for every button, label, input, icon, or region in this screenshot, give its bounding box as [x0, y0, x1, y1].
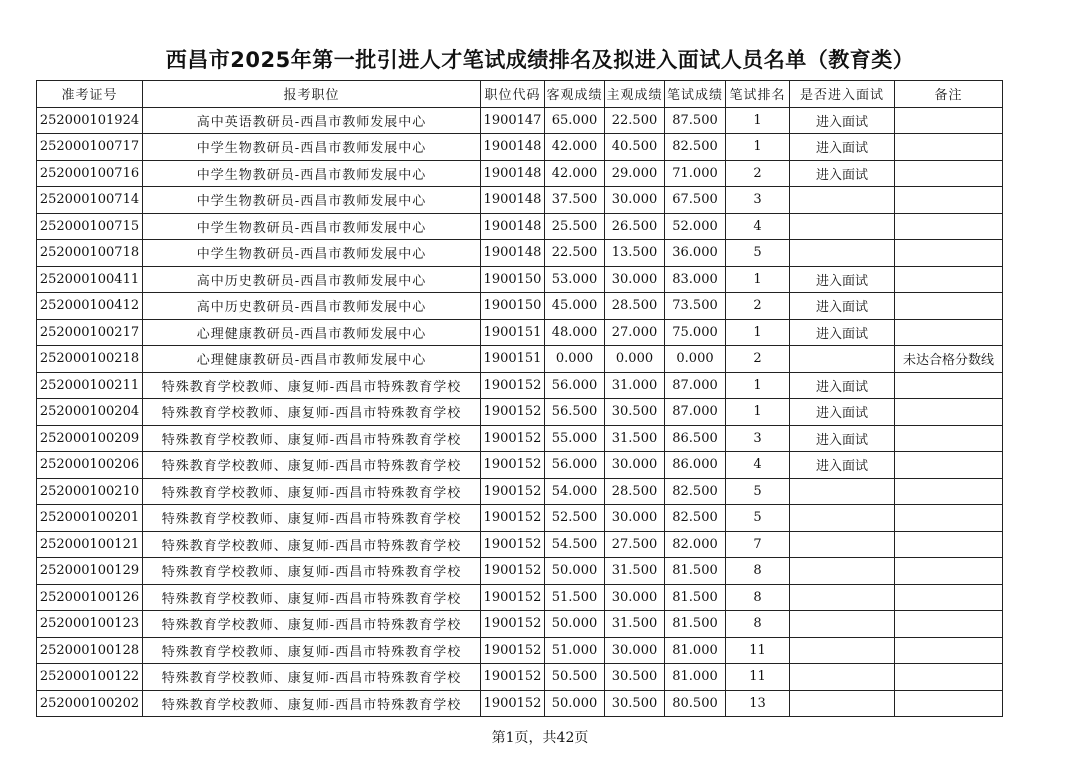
- table-row: [37, 266, 1003, 293]
- position-cell: 特殊教育学校教师、康复师-西昌市特殊教育学校: [143, 372, 481, 399]
- table-row: [37, 611, 1003, 638]
- position-code-cell: 1900148: [481, 240, 545, 267]
- subjective-score-cell: 31.500: [605, 425, 665, 452]
- remark-cell: [895, 134, 1003, 161]
- subjective-score-cell: 30.500: [605, 690, 665, 717]
- written-score-cell: 82.500: [665, 134, 726, 161]
- objective-score-cell: 50.000: [545, 611, 605, 638]
- position-cell: 心理健康教研员-西昌市教师发展中心: [143, 346, 481, 373]
- position-cell: 特殊教育学校教师、康复师-西昌市特殊教育学校: [143, 558, 481, 585]
- remark-cell: 未达合格分数线: [895, 346, 1003, 373]
- subjective-score-cell: 13.500: [605, 240, 665, 267]
- written-score-cell: 81.500: [665, 558, 726, 585]
- exam-number-cell: 252000100211: [37, 372, 143, 399]
- subjective-score-cell: 22.500: [605, 107, 665, 134]
- written-score-cell: 81.500: [665, 611, 726, 638]
- written-rank-cell: 1: [726, 266, 790, 293]
- position-code-cell: 1900152: [481, 664, 545, 691]
- remark-cell: [895, 372, 1003, 399]
- position-cell: 特殊教育学校教师、康复师-西昌市特殊教育学校: [143, 531, 481, 558]
- written-score-cell: 67.500: [665, 187, 726, 214]
- remark-cell: [895, 266, 1003, 293]
- objective-score-cell: 22.500: [545, 240, 605, 267]
- position-code-cell: 1900152: [481, 584, 545, 611]
- subjective-score-cell: 28.500: [605, 478, 665, 505]
- subjective-score-cell: 30.000: [605, 505, 665, 532]
- interview-status-cell: [790, 558, 895, 585]
- remark-cell: [895, 240, 1003, 267]
- subjective-score-cell: 30.500: [605, 664, 665, 691]
- position-code-cell: 1900152: [481, 690, 545, 717]
- position-cell: 中学生物教研员-西昌市教师发展中心: [143, 213, 481, 240]
- written-rank-cell: 1: [726, 134, 790, 161]
- interview-status-cell: 进入面试: [790, 319, 895, 346]
- objective-score-cell: 37.500: [545, 187, 605, 214]
- interview-status-cell: 进入面试: [790, 399, 895, 426]
- header-written-score: 笔试成绩: [665, 81, 726, 108]
- position-cell: 特殊教育学校教师、康复师-西昌市特殊教育学校: [143, 664, 481, 691]
- remark-cell: [895, 584, 1003, 611]
- subjective-score-cell: 30.000: [605, 187, 665, 214]
- position-cell: 特殊教育学校教师、康复师-西昌市特殊教育学校: [143, 478, 481, 505]
- position-code-cell: 1900147: [481, 107, 545, 134]
- written-score-cell: 80.500: [665, 690, 726, 717]
- interview-status-cell: [790, 584, 895, 611]
- written-rank-cell: 11: [726, 637, 790, 664]
- written-rank-cell: 1: [726, 399, 790, 426]
- position-code-cell: 1900148: [481, 213, 545, 240]
- position-code-cell: 1900152: [481, 611, 545, 638]
- remark-cell: [895, 293, 1003, 320]
- written-rank-cell: 3: [726, 187, 790, 214]
- header-exam-number: 准考证号: [37, 81, 143, 108]
- interview-status-cell: 进入面试: [790, 293, 895, 320]
- remark-cell: [895, 611, 1003, 638]
- subjective-score-cell: 0.000: [605, 346, 665, 373]
- position-code-cell: 1900151: [481, 319, 545, 346]
- interview-status-cell: [790, 690, 895, 717]
- header-row: [37, 81, 1003, 108]
- objective-score-cell: 65.000: [545, 107, 605, 134]
- table-row: [37, 319, 1003, 346]
- interview-status-cell: [790, 611, 895, 638]
- written-score-cell: 81.500: [665, 584, 726, 611]
- written-rank-cell: 4: [726, 452, 790, 479]
- position-cell: 中学生物教研员-西昌市教师发展中心: [143, 134, 481, 161]
- objective-score-cell: 50.500: [545, 664, 605, 691]
- exam-number-cell: 252000100129: [37, 558, 143, 585]
- written-rank-cell: 4: [726, 213, 790, 240]
- remark-cell: [895, 452, 1003, 479]
- interview-status-cell: 进入面试: [790, 266, 895, 293]
- written-rank-cell: 1: [726, 372, 790, 399]
- results-table: [36, 80, 1003, 717]
- subjective-score-cell: 30.000: [605, 637, 665, 664]
- exam-number-cell: 252000100716: [37, 160, 143, 187]
- exam-number-cell: 252000100123: [37, 611, 143, 638]
- table-row: [37, 478, 1003, 505]
- table-row: [37, 399, 1003, 426]
- written-score-cell: 87.000: [665, 399, 726, 426]
- interview-status-cell: [790, 664, 895, 691]
- written-rank-cell: 8: [726, 611, 790, 638]
- header-objective-score: 客观成绩: [545, 81, 605, 108]
- objective-score-cell: 54.000: [545, 478, 605, 505]
- table-row: [37, 372, 1003, 399]
- written-score-cell: 71.000: [665, 160, 726, 187]
- position-cell: 特殊教育学校教师、康复师-西昌市特殊教育学校: [143, 425, 481, 452]
- position-cell: 特殊教育学校教师、康复师-西昌市特殊教育学校: [143, 611, 481, 638]
- position-cell: 心理健康教研员-西昌市教师发展中心: [143, 319, 481, 346]
- remark-cell: [895, 425, 1003, 452]
- remark-cell: [895, 399, 1003, 426]
- written-score-cell: 36.000: [665, 240, 726, 267]
- written-score-cell: 52.000: [665, 213, 726, 240]
- position-code-cell: 1900148: [481, 134, 545, 161]
- written-rank-cell: 8: [726, 558, 790, 585]
- header-subjective-score: 主观成绩: [605, 81, 665, 108]
- written-rank-cell: 13: [726, 690, 790, 717]
- objective-score-cell: 25.500: [545, 213, 605, 240]
- written-score-cell: 87.500: [665, 107, 726, 134]
- table-row: [37, 637, 1003, 664]
- position-cell: 特殊教育学校教师、康复师-西昌市特殊教育学校: [143, 399, 481, 426]
- written-score-cell: 81.000: [665, 664, 726, 691]
- position-code-cell: 1900152: [481, 505, 545, 532]
- position-code-cell: 1900152: [481, 425, 545, 452]
- position-cell: 中学生物教研员-西昌市教师发展中心: [143, 187, 481, 214]
- interview-status-cell: [790, 531, 895, 558]
- written-rank-cell: 7: [726, 531, 790, 558]
- written-score-cell: 0.000: [665, 346, 726, 373]
- page-footer: 第1页，共42页: [491, 730, 589, 746]
- interview-status-cell: 进入面试: [790, 160, 895, 187]
- written-rank-cell: 1: [726, 319, 790, 346]
- exam-number-cell: 252000100718: [37, 240, 143, 267]
- table-row: [37, 240, 1003, 267]
- position-cell: 高中英语教研员-西昌市教师发展中心: [143, 107, 481, 134]
- exam-number-cell: 252000100122: [37, 664, 143, 691]
- objective-score-cell: 42.000: [545, 134, 605, 161]
- objective-score-cell: 56.500: [545, 399, 605, 426]
- written-rank-cell: 2: [726, 160, 790, 187]
- written-score-cell: 73.500: [665, 293, 726, 320]
- position-cell: 特殊教育学校教师、康复师-西昌市特殊教育学校: [143, 637, 481, 664]
- table-row: [37, 425, 1003, 452]
- written-score-cell: 83.000: [665, 266, 726, 293]
- exam-number-cell: 252000100201: [37, 505, 143, 532]
- position-code-cell: 1900152: [481, 372, 545, 399]
- subjective-score-cell: 40.500: [605, 134, 665, 161]
- exam-number-cell: 252000100714: [37, 187, 143, 214]
- exam-number-cell: 252000100412: [37, 293, 143, 320]
- written-score-cell: 86.500: [665, 425, 726, 452]
- interview-status-cell: [790, 505, 895, 532]
- subjective-score-cell: 30.000: [605, 584, 665, 611]
- written-rank-cell: 2: [726, 293, 790, 320]
- interview-status-cell: [790, 240, 895, 267]
- written-rank-cell: 2: [726, 346, 790, 373]
- table-row: [37, 664, 1003, 691]
- table-row: [37, 690, 1003, 717]
- subjective-score-cell: 30.500: [605, 399, 665, 426]
- position-code-cell: 1900152: [481, 399, 545, 426]
- objective-score-cell: 51.500: [545, 584, 605, 611]
- subjective-score-cell: 26.500: [605, 213, 665, 240]
- remark-cell: [895, 187, 1003, 214]
- exam-number-cell: 252000100411: [37, 266, 143, 293]
- subjective-score-cell: 27.000: [605, 319, 665, 346]
- interview-status-cell: [790, 346, 895, 373]
- table-row: [37, 293, 1003, 320]
- exam-number-cell: 252000100218: [37, 346, 143, 373]
- written-score-cell: 82.500: [665, 478, 726, 505]
- table-row: [37, 505, 1003, 532]
- objective-score-cell: 55.000: [545, 425, 605, 452]
- exam-number-cell: 252000100209: [37, 425, 143, 452]
- objective-score-cell: 42.000: [545, 160, 605, 187]
- remark-cell: [895, 690, 1003, 717]
- objective-score-cell: 56.000: [545, 372, 605, 399]
- header-position: 报考职位: [143, 81, 481, 108]
- header-remark: 备注: [895, 81, 1003, 108]
- remark-cell: [895, 478, 1003, 505]
- subjective-score-cell: 30.000: [605, 452, 665, 479]
- table-row: [37, 134, 1003, 161]
- table-row: [37, 346, 1003, 373]
- position-code-cell: 1900150: [481, 266, 545, 293]
- position-cell: 特殊教育学校教师、康复师-西昌市特殊教育学校: [143, 690, 481, 717]
- subjective-score-cell: 28.500: [605, 293, 665, 320]
- written-score-cell: 82.500: [665, 505, 726, 532]
- exam-number-cell: 252000100202: [37, 690, 143, 717]
- subjective-score-cell: 27.500: [605, 531, 665, 558]
- interview-status-cell: 进入面试: [790, 452, 895, 479]
- interview-status-cell: [790, 213, 895, 240]
- table-row: [37, 213, 1003, 240]
- table-row: [37, 558, 1003, 585]
- position-cell: 中学生物教研员-西昌市教师发展中心: [143, 240, 481, 267]
- written-score-cell: 86.000: [665, 452, 726, 479]
- position-cell: 高中历史教研员-西昌市教师发展中心: [143, 293, 481, 320]
- position-code-cell: 1900150: [481, 293, 545, 320]
- objective-score-cell: 53.000: [545, 266, 605, 293]
- interview-status-cell: [790, 478, 895, 505]
- exam-number-cell: 252000100715: [37, 213, 143, 240]
- exam-number-cell: 252000100206: [37, 452, 143, 479]
- table-row: [37, 452, 1003, 479]
- remark-cell: [895, 558, 1003, 585]
- objective-score-cell: 0.000: [545, 346, 605, 373]
- position-code-cell: 1900152: [481, 558, 545, 585]
- subjective-score-cell: 31.000: [605, 372, 665, 399]
- written-rank-cell: 5: [726, 505, 790, 532]
- position-code-cell: 1900152: [481, 637, 545, 664]
- objective-score-cell: 50.000: [545, 690, 605, 717]
- table-row: [37, 531, 1003, 558]
- table-row: [37, 584, 1003, 611]
- written-rank-cell: 5: [726, 478, 790, 505]
- exam-number-cell: 252000100210: [37, 478, 143, 505]
- header-position-code: 职位代码: [481, 81, 545, 108]
- objective-score-cell: 45.000: [545, 293, 605, 320]
- interview-status-cell: 进入面试: [790, 425, 895, 452]
- interview-status-cell: 进入面试: [790, 107, 895, 134]
- position-code-cell: 1900152: [481, 531, 545, 558]
- written-score-cell: 81.000: [665, 637, 726, 664]
- subjective-score-cell: 31.500: [605, 611, 665, 638]
- remark-cell: [895, 664, 1003, 691]
- written-rank-cell: 1: [726, 107, 790, 134]
- written-rank-cell: 8: [726, 584, 790, 611]
- written-score-cell: 82.000: [665, 531, 726, 558]
- exam-number-cell: 252000101924: [37, 107, 143, 134]
- remark-cell: [895, 637, 1003, 664]
- position-code-cell: 1900152: [481, 452, 545, 479]
- objective-score-cell: 51.000: [545, 637, 605, 664]
- remark-cell: [895, 505, 1003, 532]
- exam-number-cell: 252000100126: [37, 584, 143, 611]
- subjective-score-cell: 31.500: [605, 558, 665, 585]
- interview-status-cell: 进入面试: [790, 372, 895, 399]
- written-rank-cell: 5: [726, 240, 790, 267]
- remark-cell: [895, 319, 1003, 346]
- written-rank-cell: 11: [726, 664, 790, 691]
- position-code-cell: 1900148: [481, 160, 545, 187]
- objective-score-cell: 54.500: [545, 531, 605, 558]
- written-rank-cell: 3: [726, 425, 790, 452]
- document-title: 西昌市2025年第一批引进人才笔试成绩排名及拟进入面试人员名单（教育类）: [165, 48, 915, 72]
- position-cell: 特殊教育学校教师、康复师-西昌市特殊教育学校: [143, 505, 481, 532]
- objective-score-cell: 56.000: [545, 452, 605, 479]
- remark-cell: [895, 213, 1003, 240]
- interview-status-cell: 进入面试: [790, 134, 895, 161]
- interview-status-cell: [790, 187, 895, 214]
- interview-status-cell: [790, 637, 895, 664]
- position-cell: 特殊教育学校教师、康复师-西昌市特殊教育学校: [143, 452, 481, 479]
- exam-number-cell: 252000100717: [37, 134, 143, 161]
- position-code-cell: 1900148: [481, 187, 545, 214]
- position-code-cell: 1900152: [481, 478, 545, 505]
- written-score-cell: 87.000: [665, 372, 726, 399]
- exam-number-cell: 252000100128: [37, 637, 143, 664]
- table-row: [37, 160, 1003, 187]
- subjective-score-cell: 30.000: [605, 266, 665, 293]
- position-cell: 中学生物教研员-西昌市教师发展中心: [143, 160, 481, 187]
- position-cell: 特殊教育学校教师、康复师-西昌市特殊教育学校: [143, 584, 481, 611]
- header-interview-status: 是否进入面试: [790, 81, 895, 108]
- objective-score-cell: 50.000: [545, 558, 605, 585]
- header-written-rank: 笔试排名: [726, 81, 790, 108]
- remark-cell: [895, 107, 1003, 134]
- objective-score-cell: 48.000: [545, 319, 605, 346]
- objective-score-cell: 52.500: [545, 505, 605, 532]
- position-cell: 高中历史教研员-西昌市教师发展中心: [143, 266, 481, 293]
- remark-cell: [895, 531, 1003, 558]
- written-score-cell: 75.000: [665, 319, 726, 346]
- exam-number-cell: 252000100217: [37, 319, 143, 346]
- remark-cell: [895, 160, 1003, 187]
- exam-number-cell: 252000100121: [37, 531, 143, 558]
- table-row: [37, 187, 1003, 214]
- subjective-score-cell: 29.000: [605, 160, 665, 187]
- table-row: [37, 107, 1003, 134]
- exam-number-cell: 252000100204: [37, 399, 143, 426]
- position-code-cell: 1900151: [481, 346, 545, 373]
